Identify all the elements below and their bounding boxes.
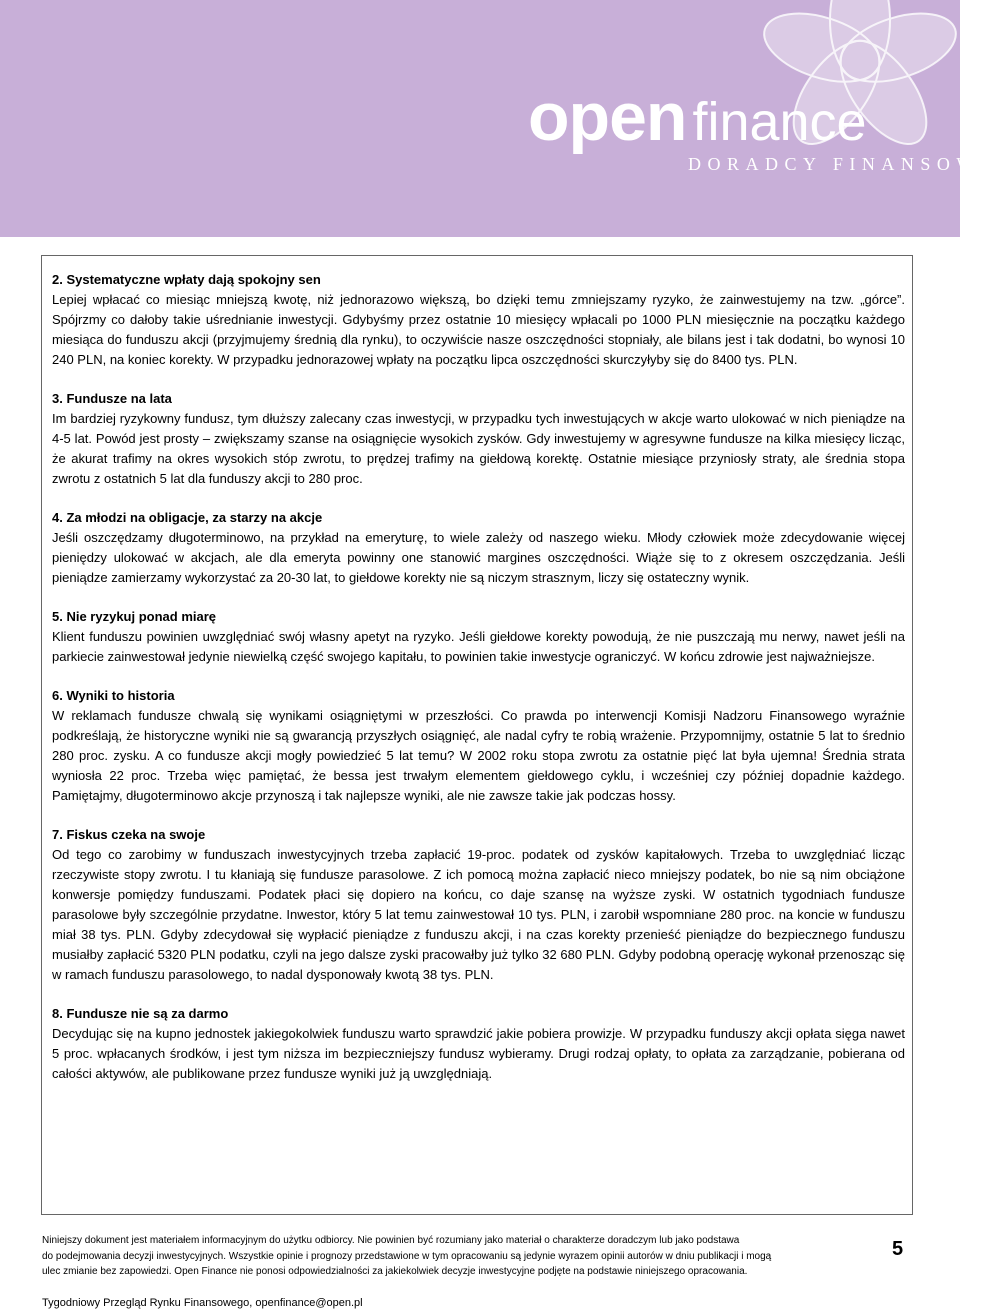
section-2 (52, 270, 905, 370)
section-5 (52, 607, 905, 667)
publication-info: Tygodniowy Przegląd Rynku Finansowego, openfinance@open.pl (42, 1297, 363, 1309)
section-body: Decydując się na kupno jednostek jakiegokolwiek funduszu warto sprawdzić jakie pobiera prowizje. W przypadku funduszy akcji opłata sięga nawet 5 proc. wpłacanych środków, i jest tym niższa im bezpieczniejszy fundusz wybieramy. Drugi rodzaj opłaty, to opłata za zarządzanie, pobierana od całości aktywów, ale publikowane przez fundusze wyniki już ją uwzględniają. (52, 1026, 905, 1081)
logo-finance-text: finance (692, 92, 867, 152)
disclaimer (42, 1233, 877, 1280)
section-7 (52, 825, 905, 985)
section-body: Od tego co zarobimy w funduszach inwestycyjnych trzeba zapłacić 19-proc. podatek od zysków kapitałowych. Trzeba to uwzględniać licząc rzeczywiste stopy zwrotu. I tu kłaniają się fundusze parasolowe. Z ich pomocą można zapłacić nieco mniejszy podatek, bo nie są nim obciążone konwersje pomiędzy funduszami. Podatek płaci się dopiero na końcu, co daje szansę na wyższe zyski. W ostatnich tygodniach fundusze parasolowe były szczególnie przydatne. Inwestor, który 5 lat temu zainwestował 10 tys. PLN, i zarobił wspomniane 280 proc. na koncie w funduszu miał 38 tys. PLN. Gdyby zdecydował się wypłacić pieniądze z funduszu akcji, i na czas korekty przenieść pieniądze do bezpiecznego funduszu musiałby zapłacić 5320 PLN podatku, czyli na jego dalsze zyski pracowałby już tylko 32 680 PLN. Gdyby podobną operację wykonał przenosząc się w ramach funduszu parasolowego, to nadal dysponowały kwotą 38 tys. PLN. (52, 847, 905, 982)
section-3 (52, 389, 905, 489)
logo-open-text: open (528, 79, 687, 155)
section-heading: 4. Za młodzi na obligacje, za starzy na akcje (52, 510, 323, 525)
section-body: Klient funduszu powinien uwzględniać swój własny apetyt na ryzyko. Jeśli giełdowe korekty powodują, że nie puszczają mu nerwy, nawet jeśli na parkiecie zainwestował jedynie niewielką część swojego kapitału, to powinien takie inwestycje ograniczyć. W końcu zdrowie jest najważniejsze. (52, 629, 905, 664)
disclaimer-line: Niniejszy dokument jest materiałem informacyjnym do użytku odbiorcy. Nie powinien być rozumiany jako materiał o charakterze doradczym lub jako podstawa (42, 1235, 740, 1246)
logo-tagline: DORADCY FINANSOWI (688, 154, 992, 174)
section-heading: 7. Fiskus czeka na swoje (52, 827, 206, 842)
section-8 (52, 1004, 905, 1084)
section-body: Lepiej wpłacać co miesiąc mniejszą kwotę, niż jednorazowo większą, bo dzięki temu zmniejszamy ryzyko, że zainwestujemy na tzw. „górce”. Spójrzmy co dałoby takie uśrednianie inwestycji. Gdybyśmy przez ostatnie 10 miesięcy wpłacali po 1000 PLN miesięcznie na początku każdego miesiąca do funduszu akcji (przyjmujemy średnią dla rynku), to oczywiście nasze oszczędności stopniały, ale bilans jest i tak dodatni, bo wynosi 10 240 PLN, na koniec korekty. W przypadku jednorazowej wpłaty na początku lipca oszczędności skurczyłyby się do 8400 tys. PLN. (52, 292, 905, 367)
disclaimer-line: do podejmowania decyzji inwestycyjnych. Wszystkie opinie i prognozy przedstawione w tym opracowaniu są jedynie wyrazem opinii autorów w dniu publikacji i mogą (42, 1250, 772, 1262)
page-number: 5 (892, 1238, 904, 1260)
section-heading: 5. Nie ryzykuj ponad miarę (52, 609, 217, 624)
section-body: Jeśli oszczędzamy długoterminowo, na przykład na emeryturę, to wiele zależy od naszego wieku. Młody człowiek może zdecydowanie więcej pieniędzy ulokować w akcjach, ale dla emeryta powinny one stanowić margines oszczędności. Wiąże się to z okresem oszczędzania. Jeśli pieniądze zamierzamy wykorzystać za 20-30 lat, to giełdowe korekty nie są niczym strasznym, liczy się ostateczny wynik. (52, 530, 905, 585)
section-body: Im bardziej ryzykowny fundusz, tym dłuższy zalecany czas inwestycji, w przypadku tych inwestujących w akcje warto ulokować w nich pieniądze na 4-5 lat. Powód jest prosty – zwiększamy szanse na osiągnięcie wysokich zysków. Gdy inwestujemy w agresywne fundusze na kilka miesięcy licząc, że akurat trafimy na okres wysokich stóp zwrotu, to prędzej trafimy na giełdową korektę. Ostatnie miesiące przyniosły straty, ale średnia stopa zwrotu z ostatnich 5 lat dla funduszy akcji to 280 proc. (52, 411, 905, 486)
section-body: W reklamach fundusze chwalą się wynikami osiągniętymi w przeszłości. Co prawda po interwencji Komisji Nadzoru Finansowego wyraźnie podkreślają, że historyczne wyniki nie są gwarancją przyszłych osiągnięć, ale nadal cyfry te robią wrażenie. Przypomnijmy, ostatnie 5 lat to średnio 280 proc. zysku. A co fundusze akcji mogły powiedzieć 5 lat temu? W 2002 roku stopa zwrotu za ostatnie pięć lat była ujemna! Średnia strata wyniosła 22 proc. Trzeba więc pamiętać, że bessa jest trwałym elementem giełdowego cyklu, i wcześniej czy później dopadnie każdego. Pamiętajmy, długoterminowo akcje przynoszą i tak najlepsze wyniki, ale nie zawsze takie jak podczas hossy. (52, 708, 905, 803)
section-heading: 6. Wyniki to historia (52, 688, 175, 703)
section-6 (52, 686, 905, 806)
section-heading: 8. Fundusze nie są za darmo (52, 1006, 229, 1021)
brand-header (0, 0, 992, 237)
section-heading: 2. Systematyczne wpłaty dają spokojny sen (52, 272, 321, 287)
section-4 (52, 508, 905, 588)
section-heading: 3. Fundusze na lata (52, 391, 172, 406)
disclaimer-line: ulec zmianie bez zapowiedzi. Open Finance nie ponosi odpowiedzialności za jakiekolwiek decyzje inwestycyjne podjęte na podstawie niniejszego opracowania. (42, 1266, 748, 1277)
open-finance-logo (528, 78, 867, 156)
article-content (52, 270, 905, 1103)
